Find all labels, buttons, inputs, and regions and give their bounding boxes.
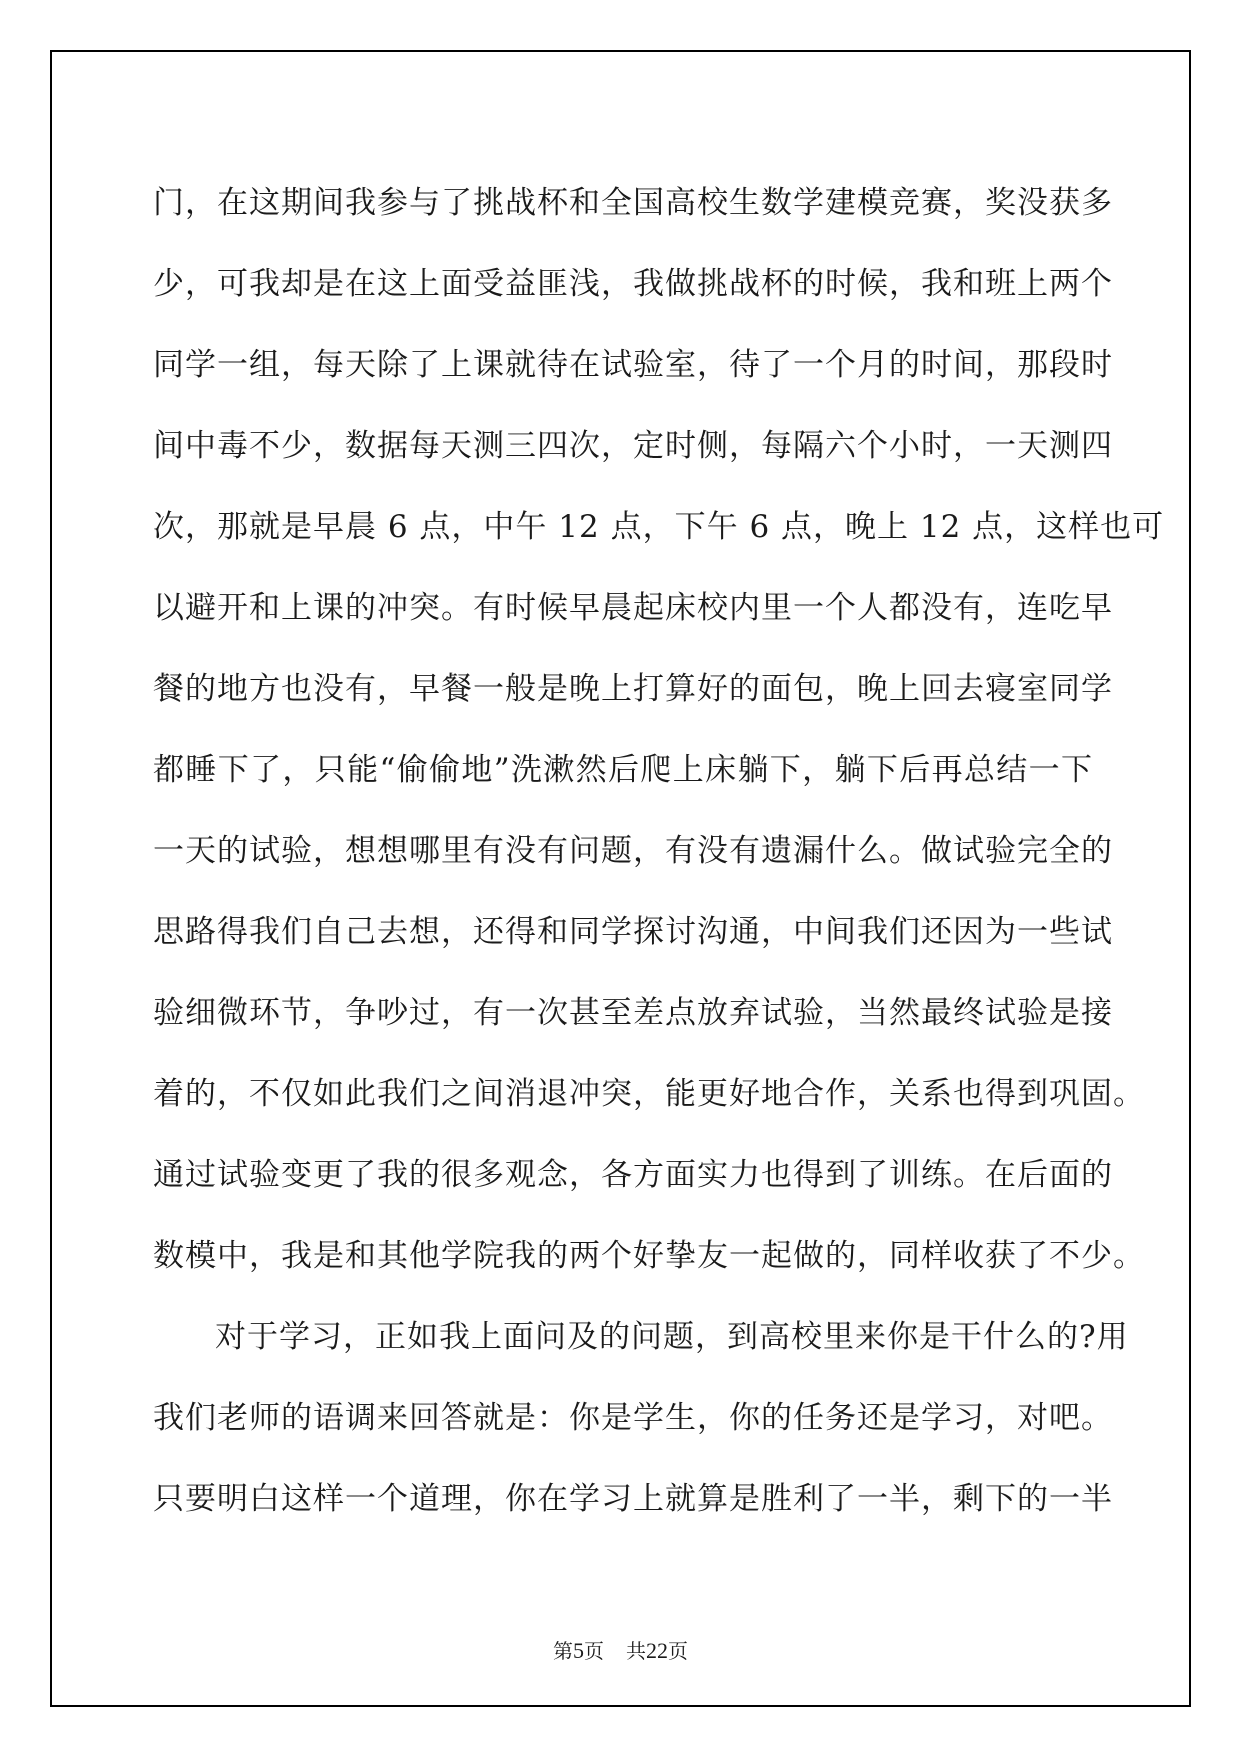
text-line: 同学一组，每天除了上课就待在试验室，待了一个月的时间，那段时 [153,347,1113,383]
text-line: 我们老师的语调来回答就是：你是学生，你的任务还是学习，对吧。 [153,1400,1113,1436]
text-line: 都睡下了，只能“偷偷地”洗漱然后爬上床躺下，躺下后再总结一下 [153,752,1093,788]
page-footer [0,1635,1241,1664]
text-line: 通过试验变更了我的很多观念，各方面实力也得到了训练。在后面的 [153,1157,1113,1193]
total-prefix: 共 [626,1639,646,1663]
total-suffix: 页 [668,1639,688,1663]
page-prefix: 第 [553,1639,573,1663]
text-line: 验细微环节，争吵过，有一次甚至差点放弃试验，当然最终试验是接 [153,995,1113,1031]
paragraph-first-line: 对于学习，正如我上面问及的问题，到高校里来你是干什么的?用 [215,1319,1129,1355]
text-line: 门，在这期间我参与了挑战杯和全国高校生数学建模竞赛，奖没获多 [153,185,1113,221]
body-text [153,163,1165,1540]
text-line: 以避开和上课的冲突。有时候早晨起床校内里一个人都没有，连吃早 [153,590,1113,626]
text-line: 次，那就是早晨 6 点，中午 12 点，下午 6 点，晚上 12 点，这样也可 [153,509,1165,545]
total-pages: 22 [646,1638,668,1663]
text-line: 数模中，我是和其他学院我的两个好挚友一起做的，同样收获了不少。 [153,1238,1145,1274]
page-suffix: 页 [584,1639,604,1663]
text-line: 思路得我们自己去想，还得和同学探讨沟通，中间我们还因为一些试 [153,914,1113,950]
text-line: 餐的地方也没有，早餐一般是晚上打算好的面包，晚上回去寝室同学 [153,671,1113,707]
text-line: 只要明白这样一个道理，你在学习上就算是胜利了一半，剩下的一半 [153,1481,1113,1517]
text-line: 一天的试验，想想哪里有没有问题，有没有遗漏什么。做试验完全的 [153,833,1113,869]
text-line: 间中毒不少，数据每天测三四次，定时侧，每隔六个小时，一天测四 [153,428,1113,464]
text-line: 着的，不仅如此我们之间消退冲突，能更好地合作，关系也得到巩固。 [153,1076,1145,1112]
text-line: 少，可我却是在这上面受益匪浅，我做挑战杯的时候，我和班上两个 [153,266,1113,302]
page-number: 5 [573,1638,584,1663]
